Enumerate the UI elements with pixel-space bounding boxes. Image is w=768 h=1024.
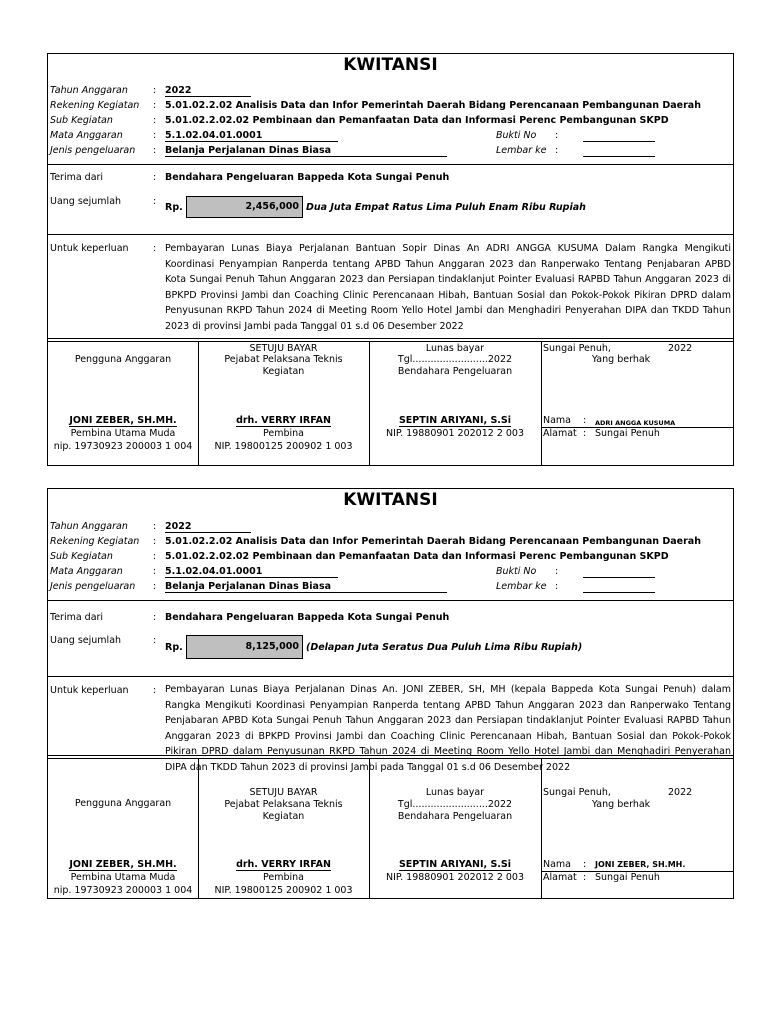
tanggal-line: Tgl.........................2022 [397,799,513,810]
signatory-1-name-wrap [48,859,198,870]
signatory-1-name: JONI ZEBER, SH.MH. [69,859,177,870]
colon: : [583,872,587,883]
signatory-2-name: drh. VERRY IRFAN [236,415,331,426]
colon: : [153,685,157,696]
jenis-pengeluaran-value: Belanja Perjalanan Dinas Biasa [165,145,447,157]
year: 2022 [668,343,693,354]
uang-sejumlah-label: Uang sejumlah [50,196,122,207]
rp-label: Rp. [165,202,183,213]
signatory-2-name: drh. VERRY IRFAN [236,859,331,870]
lunas-bayar: Lunas bayar [425,787,485,798]
signatory-1-rank: Pembina Utama Muda [70,428,176,439]
mata-anggaran-label: Mata Anggaran [50,130,123,141]
nama-label: Nama [543,415,572,426]
divider [48,338,733,339]
keperluan-text: Pembayaran Lunas Biaya Perjalanan Dinas An. JONI ZEBER, SH, MH (kepala Bappeda Kota Sungai Penuh) dalam Rangka Mengikuti Koordinasi Penyampian Ranperda tentang APBD Tahun Anggaran 2023 dan Ranperwako Tentang Penjabaran APBD Kota Sungai Penuh Tahun Anggaran 2023 dan Persiapan tindaklanjut Pointer Evaluasi RAPBD Tahun Anggaran 2023 di BPKPD Provinsi Jambi dan Coaching Clinic Perencanaan Hibah, Bantuan Sosial dan Pokok-Pokok Pikiran DPRD dalam Penyusunan RKPD Tahun 2024 di Meeting Room Yello Hotel Jambi dan Menghadiri Penyerahan DIPA dan TKDD Tahun 2023 di provinsi Jambi pada Tanggal 01 s.d 06 Desember 2022 [165,684,731,773]
lembar-ke-field [583,581,655,593]
colon: : [153,551,157,562]
lembar-ke-field [583,145,655,157]
receipt-title: KWITANSI [343,490,438,510]
signatory-1-rank: Pembina Utama Muda [70,872,176,883]
keperluan-text: Pembayaran Lunas Biaya Perjalanan Bantuan Sopir Dinas An ADRI ANGGA KUSUMA Dalam Rangka Mengikuti Koordinasi Penyampian Ranperda tentang APBD Tahun Anggaran 2023 dan Ranperwako Tentang Penjabaran APBD Kota Sungai Penuh Tahun Anggaran 2023 dan Persiapan tindaklanjut Pointer Evaluasi RAPBD Tahun Anggaran 2023 di BPKPD Provinsi Jambi dan Coaching Clinic Perencanaan Hibah, Bantuan Sosial dan Pokok-Pokok Pikiran DPRD dalam Penyusunan RKPD Tahun 2024 di Meeting Room Yello Hotel Jambi dan Menghadiri Penyerahan DIPA dan TKDD Tahun 2023 di provinsi Jambi pada Tanggal 01 s.d 06 Desember 2022 [165,243,731,332]
bukti-no-field [583,130,655,142]
untuk-keperluan-label: Untuk keperluan [50,685,129,696]
signatory-3-nip: NIP. 19880901 202012 2 003 [385,428,525,439]
amount-box: 2,456,000 [186,196,303,218]
kegiatan-label: Kegiatan [262,811,305,822]
sub-kegiatan-value: 5.01.02.2.02.02 Pembinaan dan Pemanfaatan Data dan Informasi Perenc Pembangunan SKPD [165,551,669,562]
nama-value: ADRI ANGGA KUSUMA [595,419,676,427]
signatory-1-nip: nip. 19730923 200003 1 004 [53,885,193,896]
bukti-no-label: Bukti No [496,130,537,141]
divider [48,341,733,342]
tahun-label: Tahun Anggaran [50,85,128,96]
signatory-3-name: SEPTIN ARIYANI, S.Si [398,859,512,870]
amount-box: 8,125,000 [186,635,303,659]
place: Sungai Penuh, [543,343,611,354]
untuk-keperluan-label: Untuk keperluan [50,243,129,254]
uang-sejumlah-label: Uang sejumlah [50,635,122,646]
tanggal-line: Tgl.........................2022 [397,354,513,365]
signatory-2-nip: NIP. 19800125 200902 1 003 [214,441,353,452]
terima-dari-label: Terima dari [50,612,104,623]
signatory-2-name-wrap [198,859,369,870]
tahun-label: Tahun Anggaran [50,521,128,532]
lunas-bayar: Lunas bayar [425,343,485,354]
rp-label: Rp. [165,642,183,653]
divider [48,600,733,601]
colon: : [153,196,157,207]
terima-dari-value: Bendahara Pengeluaran Bappeda Kota Sungai Penuh [165,172,450,183]
pejabat-pelaksana: Pejabat Pelaksana Teknis [224,354,343,365]
amount-in-words: (Delapan Juta Seratus Dua Puluh Lima Ribu Rupiah) [306,642,583,653]
colon: : [555,581,559,592]
bendahara-pengeluaran: Bendahara Pengeluaran [397,366,513,377]
bendahara-pengeluaran: Bendahara Pengeluaran [397,811,513,822]
place: Sungai Penuh, [543,787,611,798]
colon: : [153,145,157,156]
signatory-3-name-wrap [369,859,541,870]
rekening-value: 5.01.02.2.02 Analisis Data dan Infor Pemerintah Daerah Bidang Perencanaan Pembangunan Daerah [165,100,701,111]
signatory-2-rank: Pembina [262,428,304,439]
colon: : [153,130,157,141]
jenis-pengeluaran-label: Jenis pengeluaran [50,581,136,592]
colon: : [583,415,587,426]
colon: : [555,566,559,577]
colon: : [153,100,157,111]
colon: : [153,115,157,126]
kwitansi-receipt-1 [47,53,734,466]
colon: : [153,172,157,183]
sub-kegiatan-label: Sub Kegiatan [50,115,113,126]
colon: : [153,521,157,532]
amount-in-words: Dua Juta Empat Ratus Lima Puluh Enam Ribu Rupiah [306,202,586,213]
tahun-value: 2022 [165,521,251,533]
bukti-no-label: Bukti No [496,566,537,577]
signatory-1-name-wrap [48,415,198,426]
column-divider [541,758,542,898]
rekening-label: Rekening Kegiatan [50,100,140,111]
colon: : [555,130,559,141]
yang-berhak: Yang berhak [591,354,651,365]
colon: : [153,635,157,646]
colon: : [153,243,157,254]
lembar-ke-label: Lembar ke [496,145,547,156]
signatory-3-name: SEPTIN ARIYANI, S.Si [398,415,512,426]
colon: : [153,85,157,96]
pengguna-anggaran-title: Pengguna Anggaran [74,798,172,809]
signatory-1-nip: nip. 19730923 200003 1 004 [53,441,193,452]
colon: : [153,612,157,623]
alamat-value: Sungai Penuh [595,428,660,439]
nama-value: JONI ZEBER, SH.MH. [595,860,686,869]
colon: : [583,859,587,870]
sub-kegiatan-value: 5.01.02.2.02.02 Pembinaan dan Pemanfaatan Data dan Informasi Perenc Pembangunan SKPD [165,115,669,126]
pejabat-pelaksana: Pejabat Pelaksana Teknis [224,799,343,810]
colon: : [153,581,157,592]
sub-kegiatan-label: Sub Kegiatan [50,551,113,562]
tahun-value: 2022 [165,85,251,97]
kwitansi-receipt-2 [47,488,734,899]
year: 2022 [668,787,693,798]
alamat-label: Alamat [543,872,577,883]
colon: : [555,145,559,156]
alamat-label: Alamat [543,428,577,439]
colon: : [583,428,587,439]
divider [48,676,733,677]
lembar-ke-label: Lembar ke [496,581,547,592]
rekening-label: Rekening Kegiatan [50,536,140,547]
mata-anggaran-label: Mata Anggaran [50,566,123,577]
signatory-2-name-wrap [198,415,369,426]
mata-anggaran-value: 5.1.02.04.01.0001 [165,566,338,578]
jenis-pengeluaran-label: Jenis pengeluaran [50,145,136,156]
jenis-pengeluaran-value: Belanja Perjalanan Dinas Biasa [165,581,447,593]
divider [48,164,733,165]
divider [48,755,733,756]
signatory-3-nip: NIP. 19880901 202012 2 003 [385,872,525,883]
receipt-title: KWITANSI [343,55,438,75]
nama-label: Nama [543,859,572,870]
signatory-2-nip: NIP. 19800125 200902 1 003 [214,885,353,896]
setuju-bayar: SETUJU BAYAR [249,343,318,354]
mata-anggaran-value: 5.1.02.04.01.0001 [165,130,338,142]
pengguna-anggaran-title: Pengguna Anggaran [74,354,172,365]
signatory-3-name-wrap [369,415,541,426]
signatory-2-rank: Pembina [262,872,304,883]
alamat-value: Sungai Penuh [595,872,660,883]
yang-berhak: Yang berhak [591,799,651,810]
setuju-bayar: SETUJU BAYAR [249,787,318,798]
divider [48,758,733,759]
terima-dari-value: Bendahara Pengeluaran Bappeda Kota Sungai Penuh [165,612,450,623]
divider [48,234,733,235]
rekening-value: 5.01.02.2.02 Analisis Data dan Infor Pemerintah Daerah Bidang Perencanaan Pembangunan Daerah [165,536,701,547]
kegiatan-label: Kegiatan [262,366,305,377]
bukti-no-field [583,566,655,578]
colon: : [153,566,157,577]
colon: : [153,536,157,547]
terima-dari-label: Terima dari [50,172,104,183]
signatory-1-name: JONI ZEBER, SH.MH. [69,415,177,426]
